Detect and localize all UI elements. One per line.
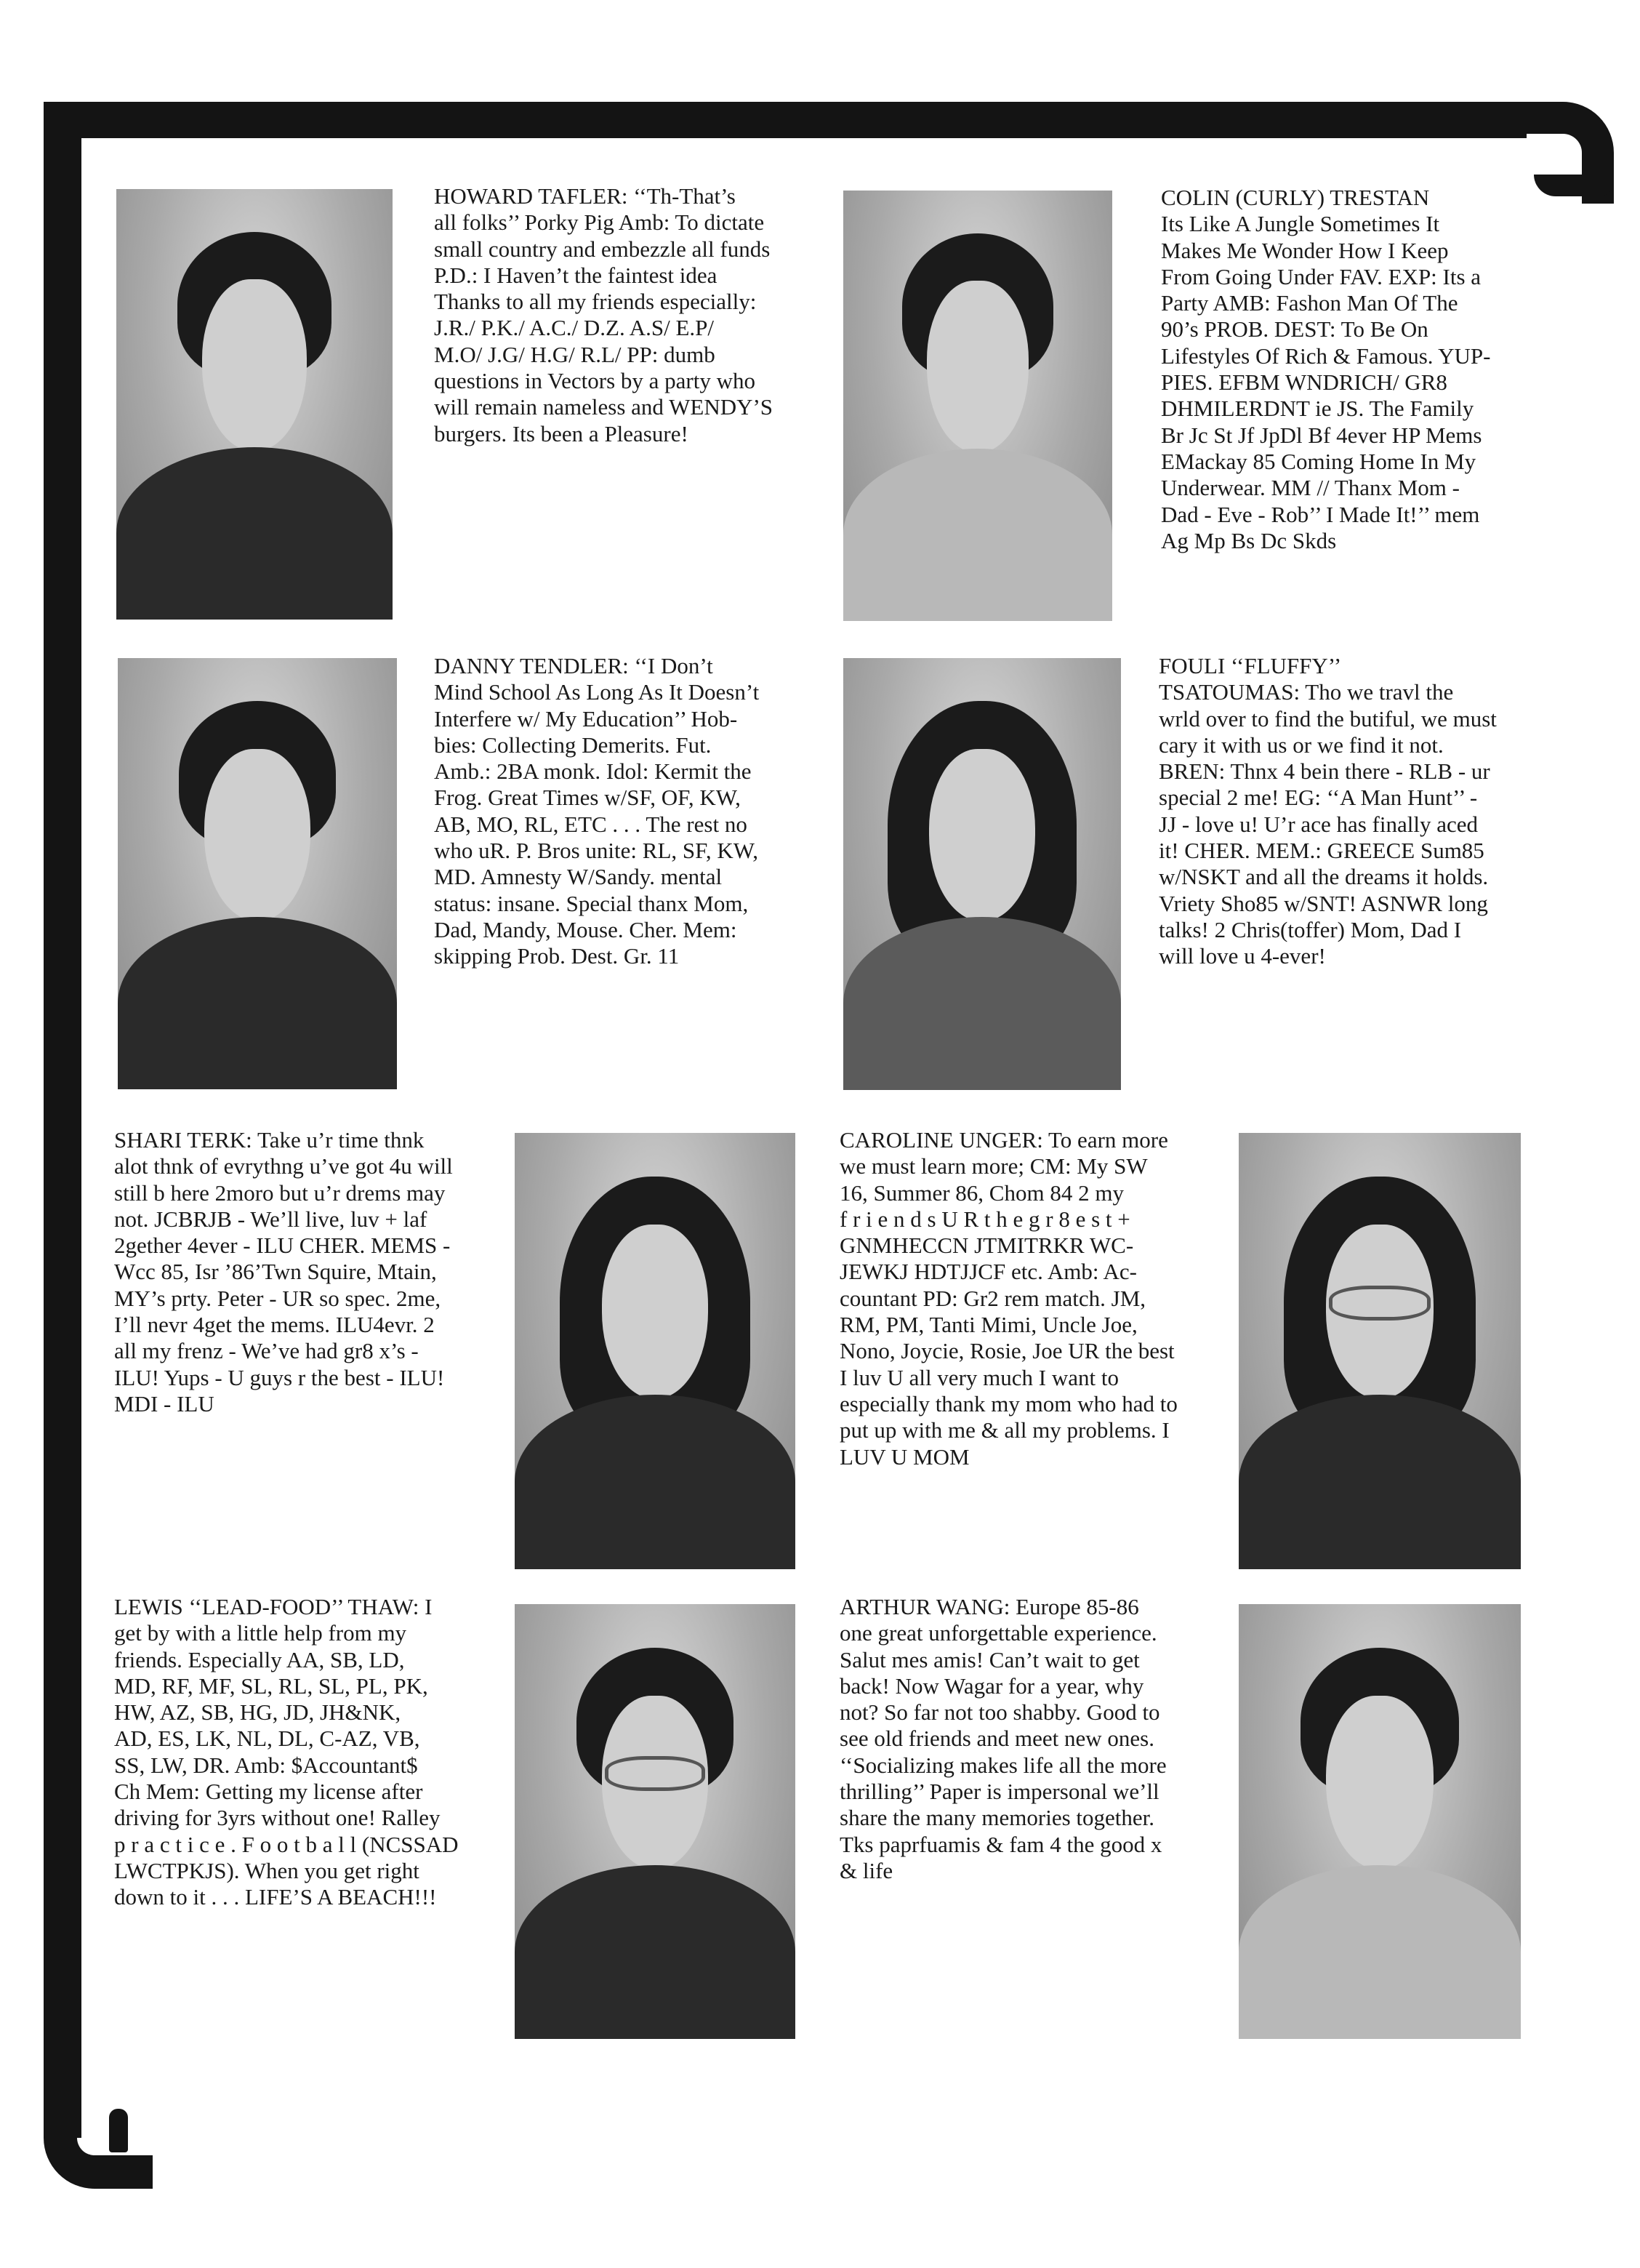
student-photo-tendler: [118, 658, 397, 1089]
student-photo-unger: [1239, 1133, 1521, 1569]
student-photo-trestan: [843, 191, 1112, 621]
frame-bottom-hook: [44, 2123, 153, 2189]
student-photo-tsatoumas: [843, 658, 1121, 1090]
student-photo-terk: [515, 1133, 795, 1569]
student-photo-thaw: [515, 1604, 795, 2039]
student-bio-thaw: LEWIS ‘‘LEAD-FOOD’’ THAW: I get by with a little help from my friends. Especially AA, SB, LD, MD, RF, MF, SL, RL, SL, PL, PK, HW, AZ, SB, HG, JD, JH&NK, AD, ES, LK, NL, DL, C-AZ, VB, SS, LW, DR. Amb: $Accountant$ Ch Mem: Getting my license after driving for 3yrs without one! Ralley p r a c t i c e . F o o t b a l l (NCSSAD LWCTPKJS). When you get right down to it . . . LIFE’S A BEACH!!!: [114, 1594, 459, 1910]
student-bio-wang: ARTHUR WANG: Europe 85-86 one great unforgettable experience. Salut mes amis! Can’t wait to get back! Now Wagar for a year, why not? So far not too shabby. Good to see old friends and meet new ones. ‘‘Socializing makes life all the more thrilling’’ Paper is impersonal we’ll share the many memories together. Tks paprfuamis & fam 4 the good x & life: [840, 1594, 1167, 1883]
student-bio-tafler: HOWARD TAFLER: ‘‘Th-That’s all folks’’ Porky Pig Amb: To dictate small country and embezzle all funds P.D.: I Haven’t the faintest idea Thanks to all my friends especially: J.R./ P.K./ A.C./ D.Z. A.S/ E.P/ M.O/ J.G/ H.G/ R.L/ PP: dumb questions in Vectors by a party who will remain nameless and WENDY’S burgers. Its been a Pleasure!: [434, 183, 773, 446]
student-bio-tendler: DANNY TENDLER: ‘‘I Don’t Mind School As Long As It Doesn’t Interfere w/ My Education’’ Hob- bies: Collecting Demerits. Fut. Amb.: 2BA monk. Idol: Kermit the Frog. Great Times w/SF, OF, KW, AB, MO, RL, ETC . . . The rest no who uR. P. Bros unite: RL, SF, KW, MD. Amnesty W/Sandy. mental status: insane. Special thanx Mom, Dad, Mandy, Mouse. Cher. Mem: skipping Prob. Dest. Gr. 11: [434, 653, 760, 969]
student-photo-tafler: [116, 189, 393, 620]
frame-left-bar: [44, 102, 81, 2138]
frame-top-bar: [44, 102, 1527, 138]
student-bio-unger: CAROLINE UNGER: To earn more we must learn more; CM: My SW 16, Summer 86, Chom 84 2 my f r i e n d s U R t h e g r 8 e s t + GNMHECCN JTMITRKR WC- JEWKJ HDTJJCF etc. Amb: Ac- countant PD: Gr2 rem match. JM, RM, PM, Tanti Mimi, Uncle Joe, Nono, Joycie, Rosie, Joe UR the best I luv U all very much I want to especially thank my mom who had to put up with me & all my problems. I LUV U MOM: [840, 1127, 1178, 1470]
student-photo-wang: [1239, 1604, 1521, 2039]
student-bio-trestan: COLIN (CURLY) TRESTAN Its Like A Jungle Sometimes It Makes Me Wonder How I Keep From Going Under FAV. EXP: Its a Party AMB: Fashon Man Of The 90’s PROB. DEST: To Be On Lifestyles Of Rich & Famous. YUP- PIES. EFBM WNDRICH/ GR8 DHMILERDNT ie JS. The Family Br Jc St Jf JpDl Bf 4ever HP Mems EMackay 85 Coming Home In My Underwear. MM // Thanx Mom - Dad - Eve - Rob’’ I Made It!’’ mem Ag Mp Bs Dc Skds: [1161, 185, 1491, 553]
student-bio-tsatoumas: FOULI ‘‘FLUFFY’’ TSATOUMAS: Tho we travl the wrld over to find the butiful, we must cary it with us or we find it not. BREN: Thnx 4 bein there - RLB - ur special 2 me! EG: ‘‘A Man Hunt’’ - JJ - love u! U’r ace has finally aced it! CHER. MEM.: GREECE Sum85 w/NSKT and all the dreams it holds. Vriety Sho85 w/SNT! ASNWR long talks! 2 Chris(toffer) Mom, Dad I will love u 4-ever!: [1159, 653, 1497, 969]
frame-bottom-hook-tail: [109, 2109, 128, 2152]
student-bio-terk: SHARI TERK: Take u’r time thnk alot thnk of evrythng u’ve got 4u will still b here 2moro but u’r drems may not. JCBRJB - We’ll live, luv + laf 2gether 4ever - ILU CHER. MEMS - Wcc 85, Isr ’86’Twn Squire, Mtain, MY’s prty. Peter - UR so spec. 2me, I’ll nevr 4get the mems. ILU4evr. 2 all my frenz - We’ve had gr8 x’s - ILU! Yups - U guys r the best - ILU! MDI - ILU: [114, 1127, 453, 1417]
frame-top-hook-tail: [1534, 175, 1614, 196]
